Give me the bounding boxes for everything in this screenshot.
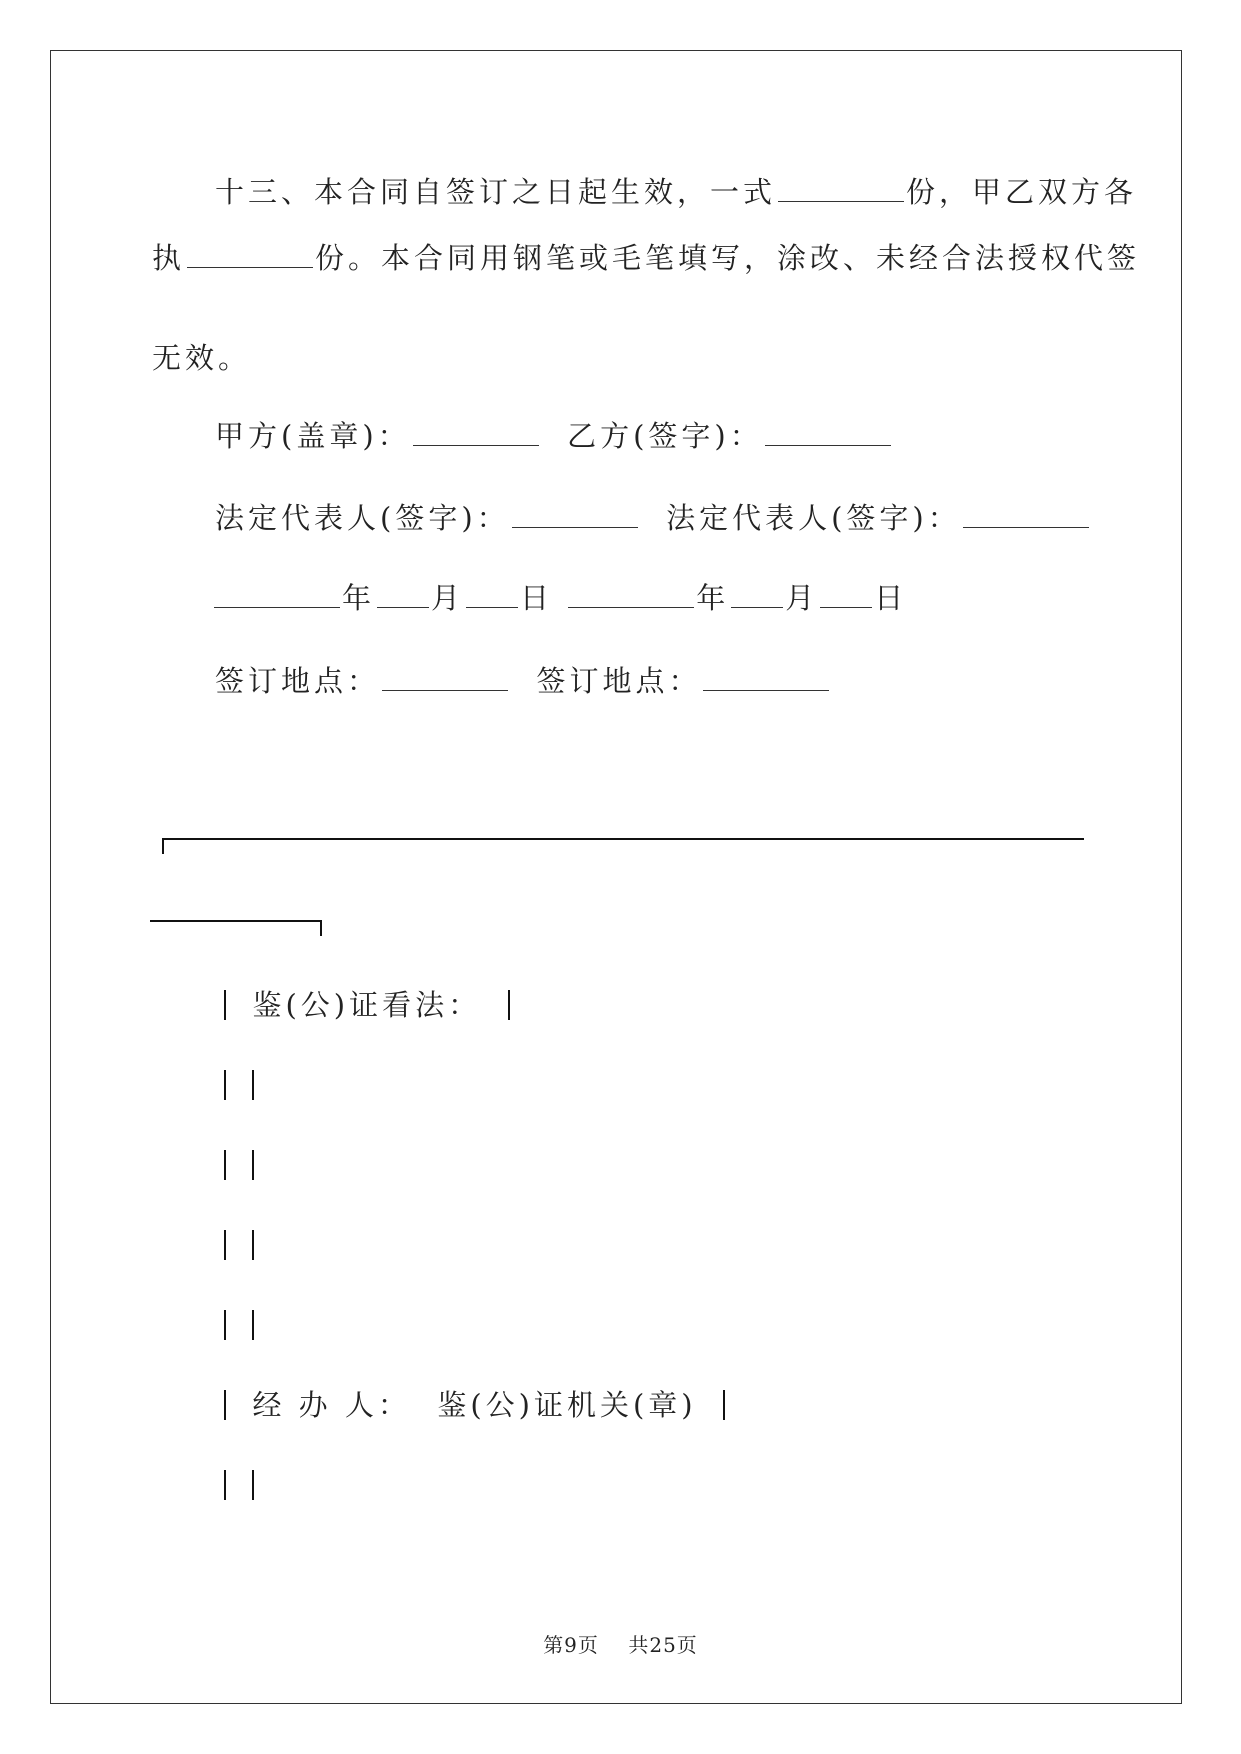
month-a-label: 月: [431, 581, 465, 615]
year-b-label: 年: [696, 581, 730, 615]
box-left-bar: [224, 990, 226, 1020]
box-right-bar: [252, 1070, 254, 1100]
clause-13-text-b: 份，甲乙双方各: [906, 175, 1138, 209]
box-right-bar: [508, 990, 510, 1020]
day-a-blank: [466, 581, 518, 608]
day-b-label: 日: [874, 581, 908, 615]
sign-place-b-label: 签订地点：: [536, 664, 702, 698]
box-empty-row: [224, 1067, 254, 1103]
box-right-bar: [252, 1470, 254, 1500]
box-second-corner: [320, 920, 322, 936]
box-top-border: [162, 838, 1084, 840]
box-right-bar: [252, 1230, 254, 1260]
clause-13-line-1: [215, 174, 1137, 210]
clause-13-text-c: 执: [152, 241, 186, 275]
day-b-blank: [820, 581, 872, 608]
notary-office-label: 鉴(公)证机关(章): [437, 1388, 697, 1422]
box-empty-row: [224, 1227, 254, 1263]
party-a-seal-blank: [413, 419, 539, 446]
date-row: [212, 580, 907, 616]
year-a-blank: [214, 581, 340, 608]
box-left-bar: [224, 1070, 226, 1100]
clause-13-line-3: [152, 340, 251, 376]
clause-13-text-e: 无效。: [152, 341, 252, 375]
box-empty-row: [224, 1307, 254, 1343]
notary-opinion-row: [224, 987, 510, 1023]
legal-rep-row: [215, 500, 1091, 536]
handler-row: [224, 1387, 725, 1423]
box-right-bar: [252, 1310, 254, 1340]
legal-rep-a-label: 法定代表人(签字)：: [215, 501, 510, 535]
page-number: 第9页 共25页: [543, 1633, 698, 1657]
box-top-left-corner: [162, 838, 164, 854]
box-left-bar: [224, 1230, 226, 1260]
copies-each-blank: [187, 241, 313, 268]
month-b-label: 月: [785, 581, 819, 615]
party-b-sign-label: 乙方(签字)：: [567, 419, 763, 453]
page-border: [50, 50, 1182, 1704]
clause-13-text-d: 份。本合同用钢笔或毛笔填写，涂改、未经合法授权代签: [315, 241, 1141, 275]
sign-place-a-label: 签订地点：: [215, 664, 381, 698]
box-left-bar: [224, 1150, 226, 1180]
handler-label: 经 办 人：: [252, 1388, 411, 1422]
legal-rep-b-blank: [963, 501, 1089, 528]
sign-place-b-blank: [703, 664, 829, 691]
legal-rep-a-blank: [512, 501, 638, 528]
year-b-blank: [568, 581, 694, 608]
year-a-label: 年: [342, 581, 376, 615]
legal-rep-b-label: 法定代表人(签字)：: [666, 501, 961, 535]
day-a-label: 日: [520, 581, 554, 615]
box-right-bar: [252, 1150, 254, 1180]
copies-total-blank: [778, 175, 904, 202]
box-second-border: [150, 920, 322, 922]
box-left-bar: [224, 1310, 226, 1340]
month-a-blank: [377, 581, 429, 608]
party-b-sign-blank: [765, 419, 891, 446]
box-right-bar: [723, 1390, 725, 1420]
box-left-bar: [224, 1470, 226, 1500]
notary-opinion-label: 鉴(公)证看法：: [252, 988, 482, 1022]
month-b-blank: [731, 581, 783, 608]
clause-13-line-2: [152, 240, 1140, 276]
box-empty-row: [224, 1467, 254, 1503]
box-empty-row: [224, 1147, 254, 1183]
sign-place-a-blank: [382, 664, 508, 691]
party-a-seal-label: 甲方(盖章)：: [215, 419, 411, 453]
box-left-bar: [224, 1390, 226, 1420]
sign-place-row: [215, 663, 831, 699]
clause-13-text-a: 十三、本合同自签订之日起生效，一式: [215, 175, 777, 209]
party-signature-row: [215, 418, 893, 454]
